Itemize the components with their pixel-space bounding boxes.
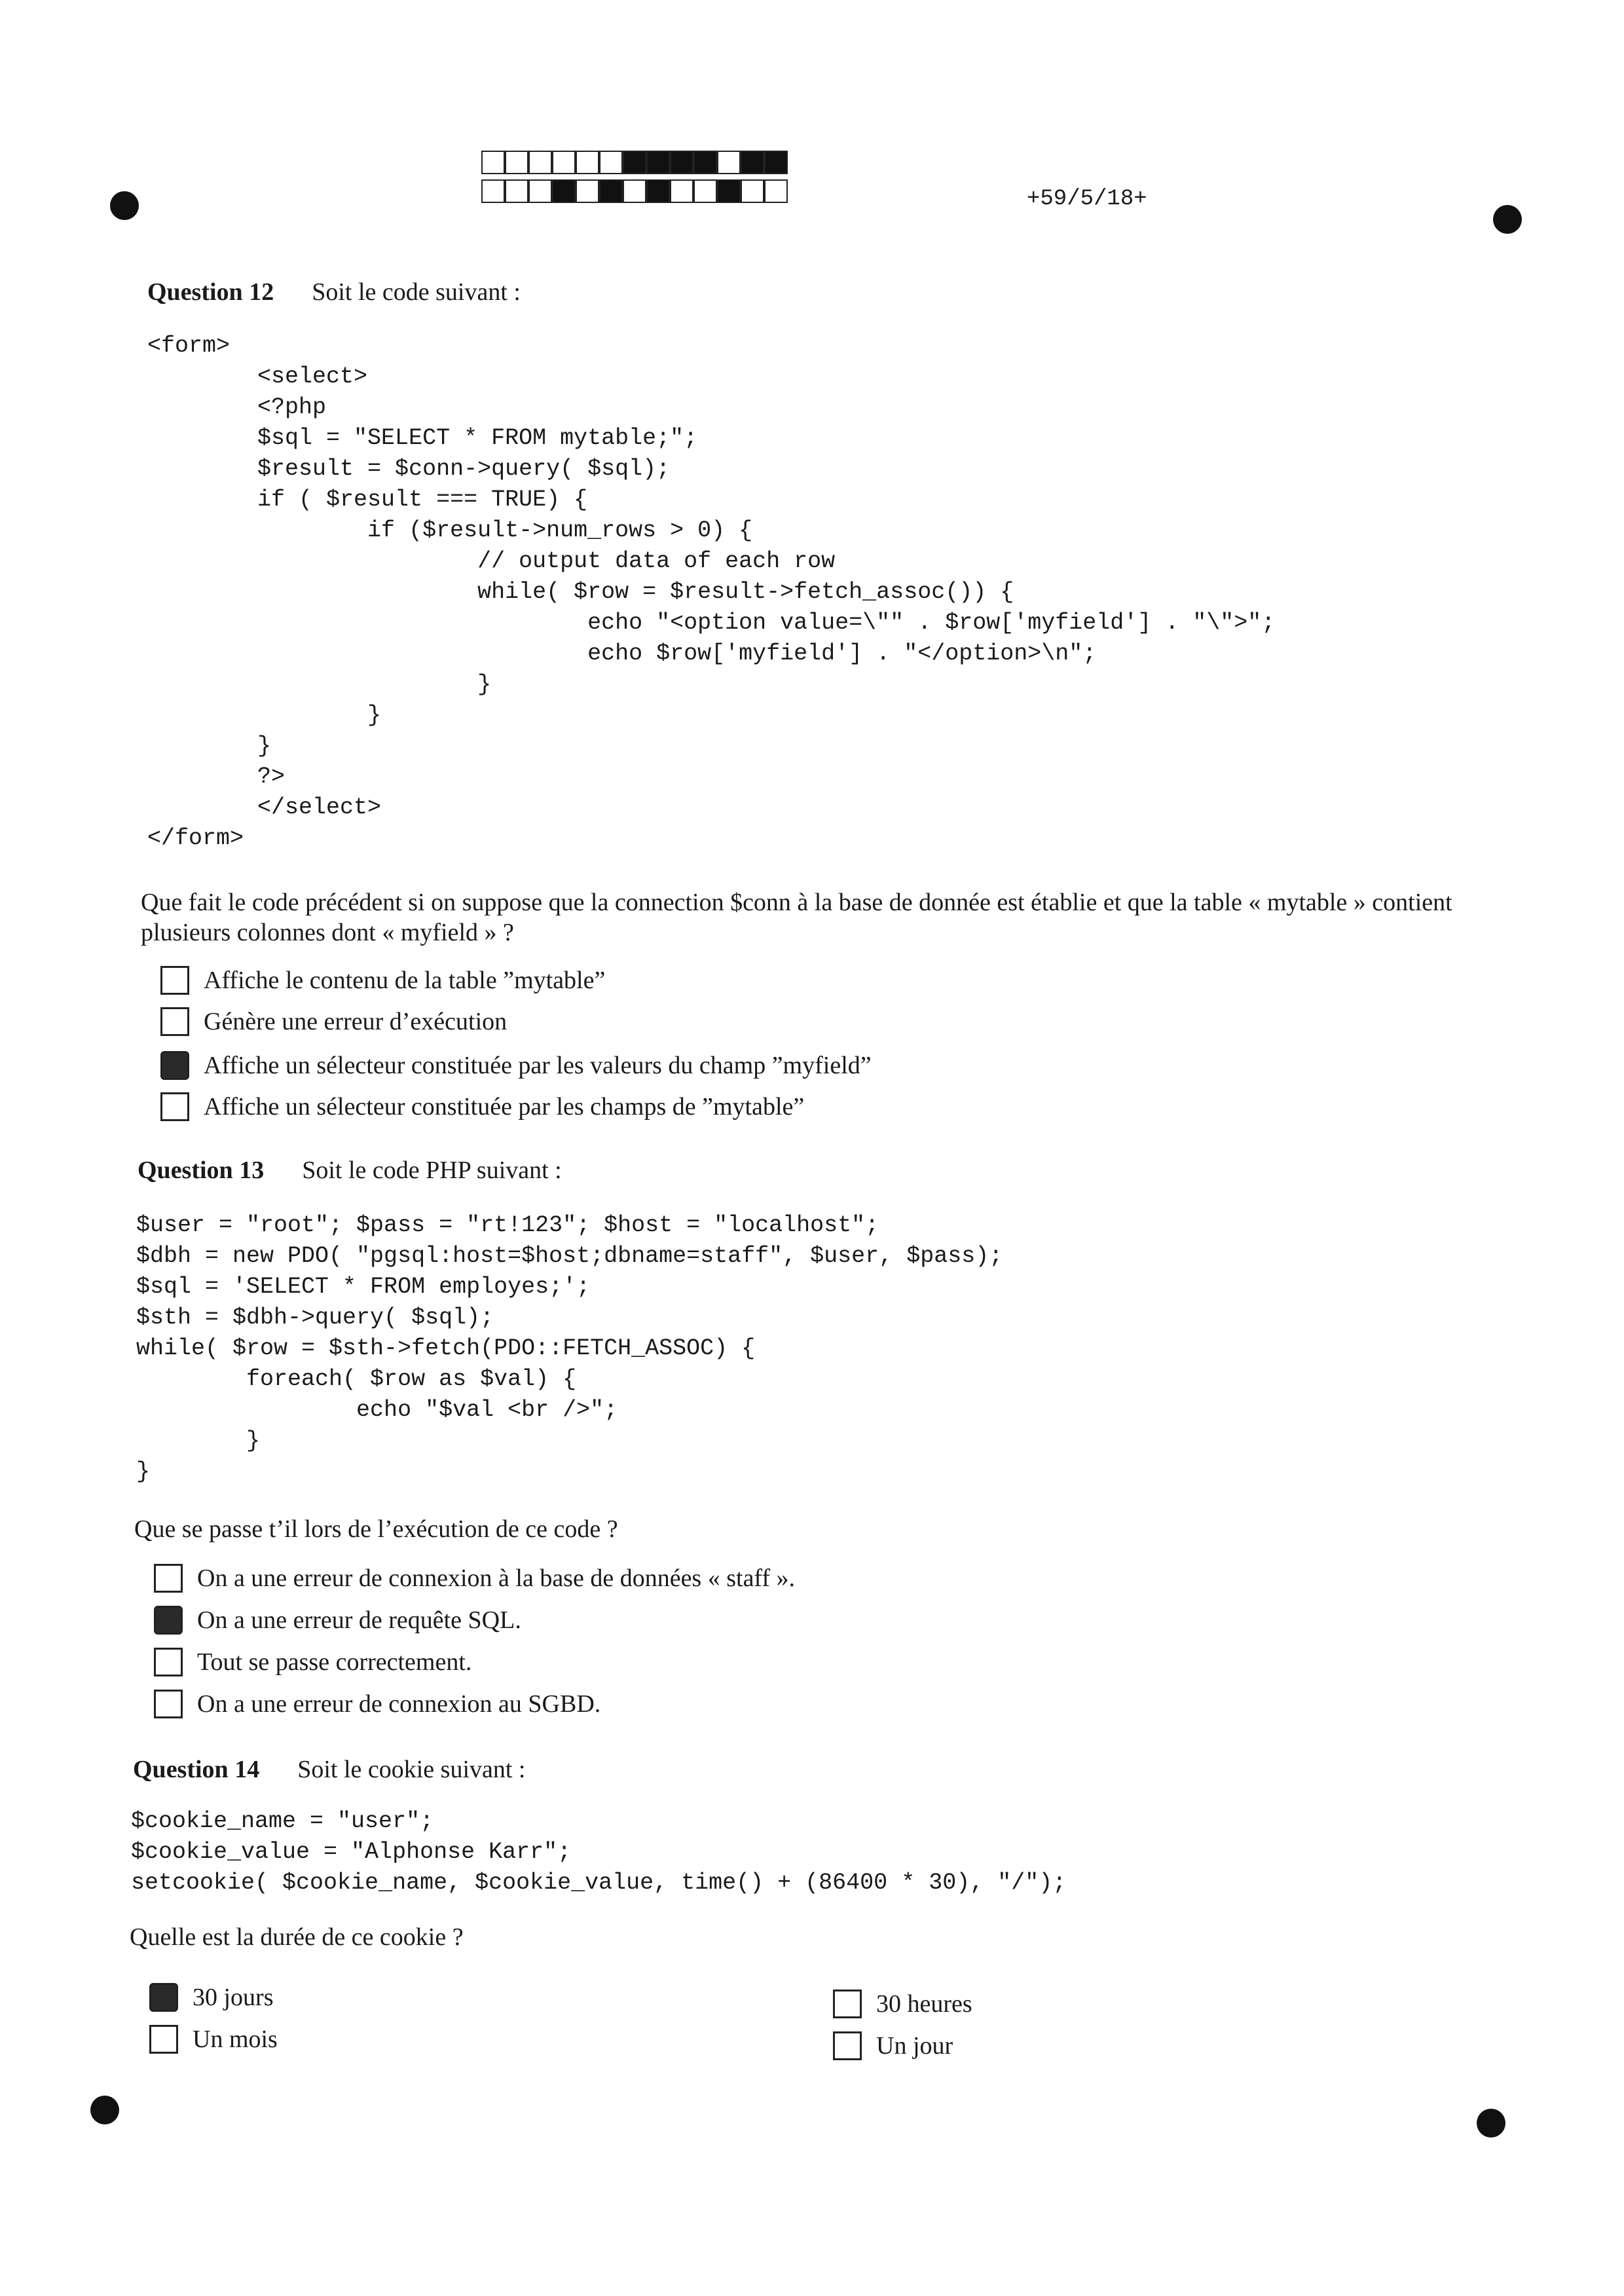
barcode-cell <box>505 151 528 174</box>
option-label: Tout se passe correctement. <box>197 1648 472 1676</box>
question-12-prompt: Que fait le code précédent si on suppose que la connection $conn à la base de donnée est établie et que la table « mytable » contient plusieurs colonnes dont « myfield » ? <box>141 889 1452 946</box>
option-label: On a une erreur de requête SQL. <box>197 1606 521 1634</box>
question-12-option[interactable] <box>160 1007 507 1036</box>
barcode-cell <box>623 179 646 203</box>
barcode-cell <box>623 151 646 174</box>
question-12-option[interactable] <box>160 1051 872 1080</box>
barcode-cell <box>481 151 505 174</box>
question-intro: Soit le code suivant : <box>312 278 521 306</box>
barcode-cell <box>599 179 623 203</box>
checkbox-icon[interactable] <box>833 2031 862 2060</box>
checkbox-icon[interactable] <box>160 1092 189 1121</box>
question-13-header <box>138 1156 562 1185</box>
registration-mark-top-left <box>110 191 139 220</box>
barcode-cell <box>576 179 599 203</box>
question-12-option[interactable] <box>160 966 605 995</box>
barcode-cell <box>741 151 764 174</box>
barcode-cell <box>646 179 670 203</box>
question-13-prompt: Que se passe t’il lors de l’exécution de ce code ? <box>134 1515 618 1543</box>
option-label: Génère une erreur d’exécution <box>204 1008 507 1035</box>
option-label: 30 jours <box>193 1984 274 2011</box>
question-14-header <box>133 1755 526 1784</box>
question-14-option[interactable] <box>833 1990 972 2018</box>
barcode-row <box>481 151 788 176</box>
checkbox-icon[interactable] <box>160 966 189 995</box>
question-13-option[interactable] <box>154 1564 795 1593</box>
checkbox-checked-icon[interactable] <box>149 1983 178 2012</box>
question-number: Question 14 <box>133 1756 260 1783</box>
barcode-cell <box>670 151 693 174</box>
question-12-option[interactable] <box>160 1092 804 1121</box>
barcode-cell <box>693 151 717 174</box>
option-label: 30 heures <box>876 1990 972 2018</box>
question-number: Question 13 <box>138 1157 265 1184</box>
question-intro: Soit le code PHP suivant : <box>302 1157 562 1184</box>
barcode-cell <box>552 151 576 174</box>
option-label: Affiche un sélecteur constituée par les valeurs du champ ”myfield” <box>204 1052 872 1079</box>
barcode-cell <box>646 151 670 174</box>
barcode-cell <box>741 179 764 203</box>
page-code: +59/5/18+ <box>1027 187 1147 212</box>
barcode-cell <box>505 179 528 203</box>
barcode-cell <box>576 151 599 174</box>
barcode-cell <box>481 179 505 203</box>
checkbox-icon[interactable] <box>154 1564 183 1593</box>
barcode <box>481 151 788 208</box>
question-14-option[interactable] <box>149 1983 274 2012</box>
registration-mark-bottom-right <box>1477 2109 1505 2138</box>
barcode-cell <box>717 151 741 174</box>
barcode-cell <box>717 179 741 203</box>
question-12-header <box>147 278 521 306</box>
question-14-code: $cookie_name = "user"; $cookie_value = "Alphonse Karr"; setcookie( $cookie_name, $cookie_value, time() + (86400 * 30), "/"); <box>131 1808 1067 1896</box>
checkbox-icon[interactable] <box>160 1007 189 1036</box>
question-14-option[interactable] <box>149 2025 278 2054</box>
barcode-cell <box>764 151 788 174</box>
checkbox-icon[interactable] <box>833 1990 862 2018</box>
option-label: Affiche un sélecteur constituée par les champs de ”mytable” <box>204 1093 805 1120</box>
question-12-code: <form> <select> <?php $sql = "SELECT * FROM mytable;"; $result = $conn->query( $sql); if ( $result === TRUE) { if ($result->num_rows > 0) { // output data of each row while( $row = $result->fetch_assoc()) { echo "<option value=\"" . $row['myfield'] . "\">"; echo $row['myfield'] . "</option>\n"; } } } ?> </select> </form> <box>147 333 1276 851</box>
barcode-cell <box>670 179 693 203</box>
barcode-cell <box>552 179 576 203</box>
option-label: Un jour <box>876 2032 953 2060</box>
question-13-option[interactable] <box>154 1690 600 1718</box>
registration-mark-bottom-left <box>90 2096 119 2124</box>
question-14-option[interactable] <box>833 2031 953 2060</box>
barcode-cell <box>693 179 717 203</box>
question-13-option[interactable] <box>154 1648 471 1676</box>
checkbox-icon[interactable] <box>154 1648 183 1676</box>
checkbox-icon[interactable] <box>154 1690 183 1718</box>
option-label: On a une erreur de connexion au SGBD. <box>197 1690 601 1718</box>
registration-mark-top-right <box>1493 205 1522 234</box>
option-label: Un mois <box>193 2026 278 2053</box>
question-13-code: $user = "root"; $pass = "rt!123"; $host = "localhost"; $dbh = new PDO( "pgsql:host=$host;dbname=staff", $user, $pass); $sql = 'SELECT * FROM employes;'; $sth = $dbh->query( $sql); while( $row = $sth->fetch(PDO::FETCH_ASSOC) { foreach( $row as $val) { echo "$val <br />"; } } <box>136 1212 1003 1485</box>
barcode-cell <box>528 151 552 174</box>
option-label: Affiche le contenu de la table ”mytable” <box>204 967 606 994</box>
option-label: On a une erreur de connexion à la base de données « staff ». <box>197 1565 796 1592</box>
question-intro: Soit le cookie suivant : <box>297 1756 526 1783</box>
checkbox-checked-icon[interactable] <box>160 1051 189 1080</box>
question-number: Question 12 <box>147 278 274 306</box>
barcode-cell <box>599 151 623 174</box>
barcode-cell <box>764 179 788 203</box>
checkbox-checked-icon[interactable] <box>154 1606 183 1635</box>
question-14-prompt: Quelle est la durée de ce cookie ? <box>130 1923 464 1951</box>
question-13-option[interactable] <box>154 1606 521 1635</box>
barcode-cell <box>528 179 552 203</box>
barcode-row <box>481 179 788 204</box>
checkbox-icon[interactable] <box>149 2025 178 2054</box>
